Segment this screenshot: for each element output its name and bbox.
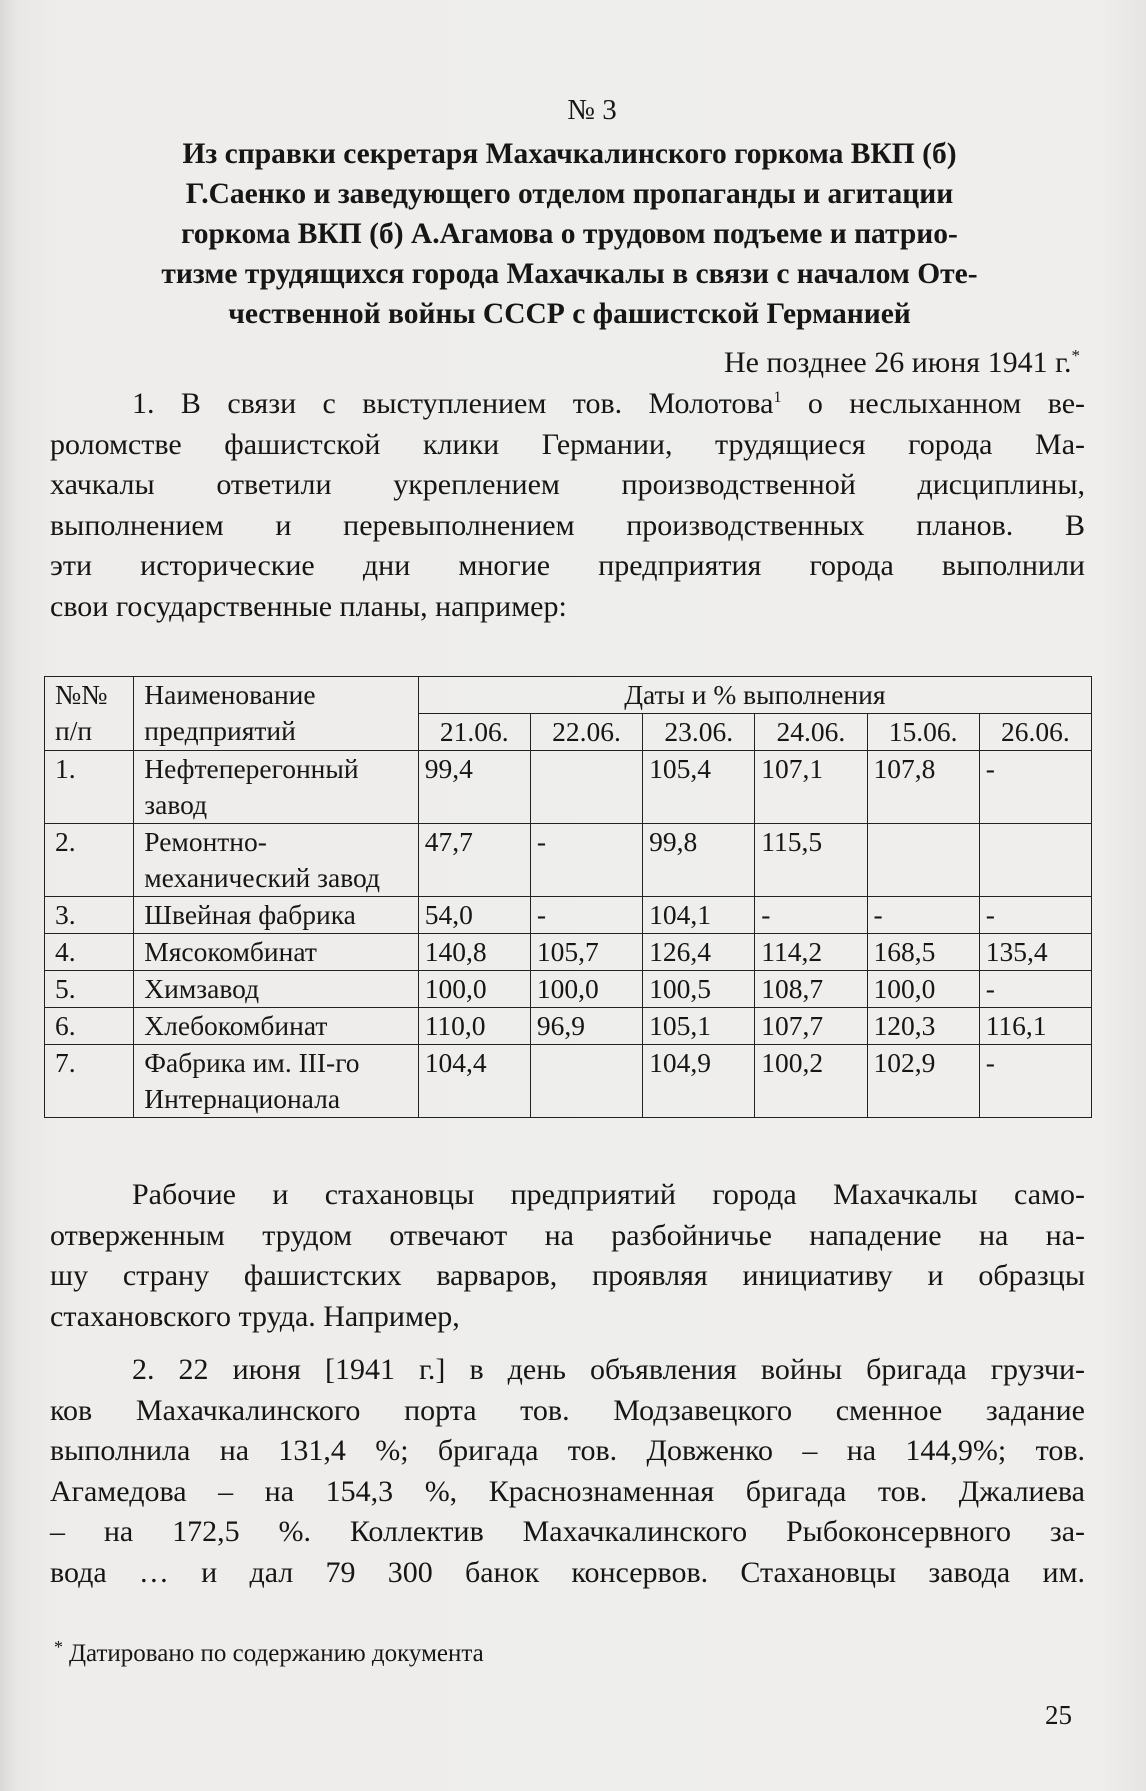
value-cell: - [979, 971, 1091, 1008]
row-name-line: завод [144, 789, 208, 820]
title-line: Из справки секретаря Махачкалинского горкома ВКП (б) [182, 138, 957, 170]
value-cell: 115,5 [755, 824, 867, 897]
date-text: Не позднее 26 июня 1941 г. [723, 346, 1072, 379]
value-cell: 114,2 [755, 934, 867, 971]
header-name [134, 677, 418, 751]
value-cell: 104,1 [643, 897, 755, 934]
text-fragment: о неслыханном ве- [781, 387, 1085, 420]
row-name-line: Нефтеперегонный [144, 753, 359, 784]
date-header: 26.06. [979, 714, 1091, 751]
table-row [45, 934, 1092, 971]
text-line: 2. 22 июня [1941 г.] в день объявления войны бригада грузчи- [132, 1353, 1085, 1386]
date-header: 22.06. [530, 714, 642, 751]
value-cell: 104,4 [418, 1045, 530, 1118]
table-row [45, 1045, 1092, 1118]
value-cell [530, 1045, 642, 1118]
title-line: чественной войны СССР с фашистской Германией [228, 298, 911, 330]
value-cell: 108,7 [755, 971, 867, 1008]
text-line: выполнила на 131,4 %; бригада тов. Довженко – на 144,9%; тов. [50, 1434, 1085, 1467]
date-header: 23.06. [643, 714, 755, 751]
row-name: Швейная фабрика [134, 897, 418, 934]
text-line: эти исторические дни многие предприятия города выполнили [50, 549, 1085, 582]
row-name [134, 751, 418, 824]
row-name: Хлебокомбинат [134, 1008, 418, 1045]
production-table [44, 676, 1092, 1118]
title-line: горкома ВКП (б) А.Агамова о трудовом подъеме и патрио- [181, 218, 958, 250]
date-header: 24.06. [755, 714, 867, 751]
value-cell: 107,7 [755, 1008, 867, 1045]
value-cell: 168,5 [867, 934, 979, 971]
value-cell: - [867, 897, 979, 934]
text-fragment: 1. В связи с выступлением тов. Молотова [132, 387, 774, 420]
value-cell: 135,4 [979, 934, 1091, 971]
paragraph-1 [50, 384, 1085, 627]
row-num: 2. [45, 824, 134, 897]
table-row [45, 751, 1092, 824]
value-cell [530, 751, 642, 824]
value-cell: 116,1 [979, 1008, 1091, 1045]
value-cell: 120,3 [867, 1008, 979, 1045]
value-cell: 105,7 [530, 934, 642, 971]
header-dates-title: Даты и % выполнения [418, 677, 1091, 714]
value-cell [979, 824, 1091, 897]
value-cell: 54,0 [418, 897, 530, 934]
text-line [50, 384, 1085, 425]
page-number: 25 [1045, 1700, 1072, 1730]
value-cell: 100,0 [867, 971, 979, 1008]
value-cell [867, 824, 979, 897]
row-name [134, 824, 418, 897]
value-cell: 100,2 [755, 1045, 867, 1118]
table-header-row [45, 677, 1092, 714]
value-cell: 47,7 [418, 824, 530, 897]
header-num-line: №№ [55, 679, 108, 710]
value-cell: 105,4 [643, 751, 755, 824]
value-cell: 100,5 [643, 971, 755, 1008]
value-cell: - [530, 897, 642, 934]
value-cell: 99,8 [643, 824, 755, 897]
value-cell: 110,0 [418, 1008, 530, 1045]
row-name [134, 1045, 418, 1118]
value-cell: 107,1 [755, 751, 867, 824]
row-num: 7. [45, 1045, 134, 1118]
header-num-line: п/п [55, 715, 93, 746]
text-line: отверженным трудом отвечают на разбойничье нападение на на- [50, 1218, 1085, 1252]
table-row [45, 971, 1092, 1008]
footnote-text: Датировано по содержанию документа [69, 1640, 484, 1667]
value-cell: 99,4 [418, 751, 530, 824]
footnote-mark: * [54, 1637, 63, 1657]
text-line: хачкалы ответили укреплением производственной дисциплины, [50, 468, 1085, 501]
value-cell: 107,8 [867, 751, 979, 824]
document-number: № 3 [567, 94, 617, 126]
value-cell: - [979, 751, 1091, 824]
paragraph-3 [50, 1350, 1085, 1593]
paragraph-2 [50, 1175, 1085, 1337]
text-line: выполнением и перевыполнением производственных планов. В [50, 508, 1085, 542]
title-line: Г.Саенко и заведующего отделом пропаганды и агитации [185, 178, 954, 210]
text-line: роломстве фашистской клики Германии, трудящиеся города Ма- [50, 427, 1085, 461]
note-reference: 1 [773, 389, 782, 406]
date-header: 21.06. [418, 714, 530, 751]
row-name: Химзавод [134, 971, 418, 1008]
text-line: Рабочие и стахановцы предприятий города Махачкалы само- [132, 1178, 1085, 1211]
text-line: шу страну фашистских варваров, проявляя инициативу и образцы [50, 1259, 1085, 1292]
row-name-line: механический завод [144, 862, 380, 893]
row-num: 3. [45, 897, 134, 934]
table-row [45, 824, 1092, 897]
text-line: – на 172,5 %. Коллектив Махачкалинского Рыбоконсервного за- [50, 1515, 1085, 1548]
text-line: ков Махачкалинского порта тов. Модзавецкого сменное задание [50, 1393, 1085, 1427]
row-name-line: Ремонтно- [144, 826, 267, 857]
table-row [45, 897, 1092, 934]
row-num: 4. [45, 934, 134, 971]
value-cell: 100,0 [530, 971, 642, 1008]
value-cell: - [979, 897, 1091, 934]
value-cell: - [755, 897, 867, 934]
row-num: 6. [45, 1008, 134, 1045]
value-cell: 100,0 [418, 971, 530, 1008]
value-cell: - [979, 1045, 1091, 1118]
value-cell: 96,9 [530, 1008, 642, 1045]
title-line: тизме трудящихся города Махачкалы в связи с началом Оте- [161, 258, 978, 290]
value-cell: 140,8 [418, 934, 530, 971]
row-name-line: Интернационала [144, 1083, 341, 1114]
footnote [54, 1637, 484, 1668]
row-num: 5. [45, 971, 134, 1008]
value-cell: 126,4 [643, 934, 755, 971]
value-cell: 105,1 [643, 1008, 755, 1045]
table-row [45, 1008, 1092, 1045]
document-date [724, 346, 1080, 380]
row-name: Мясокомбинат [134, 934, 418, 971]
header-name-line: Наименование [144, 679, 316, 710]
text-line: вода … и дал 79 300 банок консервов. Стахановцы завода им. [50, 1555, 1085, 1589]
text-line: свои государственные планы, например: [50, 589, 567, 623]
header-name-line: предприятий [144, 715, 296, 746]
document-title [52, 134, 1087, 334]
value-cell: 104,9 [643, 1045, 755, 1118]
row-num: 1. [45, 751, 134, 824]
date-footnote-mark: * [1071, 346, 1080, 365]
value-cell: 102,9 [867, 1045, 979, 1118]
header-num [45, 677, 134, 751]
text-line: Агамедова – на 154,3 %, Краснознаменная бригада тов. Джалиева [50, 1474, 1085, 1508]
date-header: 15.06. [867, 714, 979, 751]
row-name-line: Фабрика им. III-го [144, 1047, 360, 1078]
value-cell: - [530, 824, 642, 897]
text-line: стахановского труда. Например, [50, 1299, 460, 1333]
